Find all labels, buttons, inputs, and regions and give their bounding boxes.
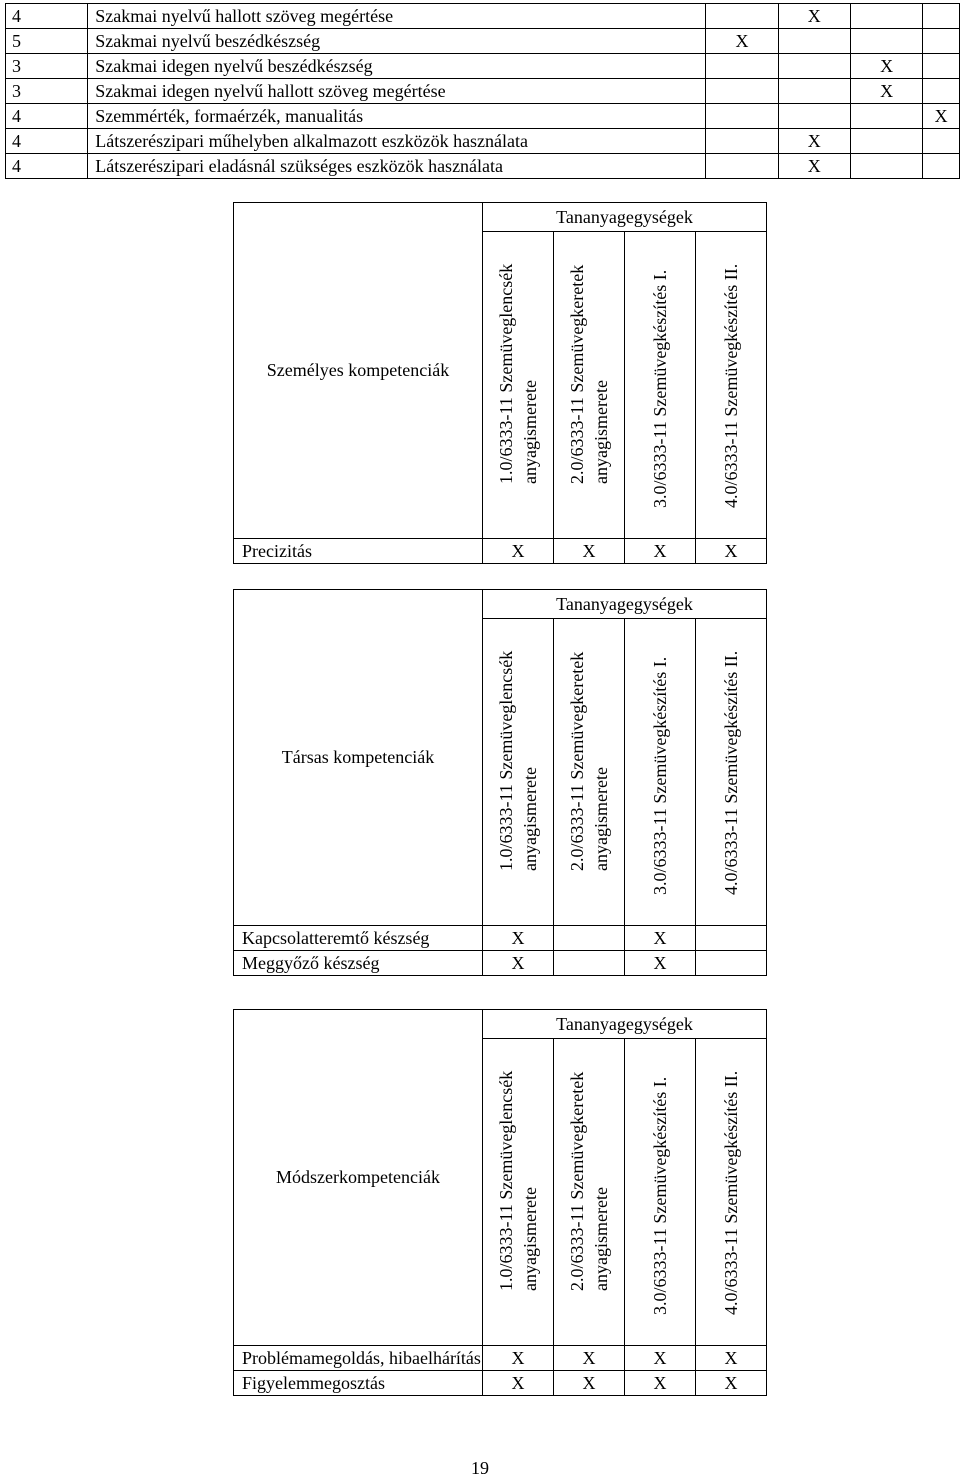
unit-title-continued: anyagismerete: [520, 767, 540, 871]
competence-row: [234, 1371, 767, 1396]
competence-mark: X: [625, 926, 696, 951]
unit-title-continued: anyagismerete: [520, 380, 540, 484]
skills-row: [6, 79, 960, 104]
skill-description: Szakmai idegen nyelvű hallott szöveg megértése: [88, 79, 706, 104]
competence-mark: X: [625, 1371, 696, 1396]
competence-category-label: Módszerkompetenciák: [234, 1010, 483, 1346]
unit-title: 4.0/6333-11 Szemüvegkészítés II.: [721, 1070, 741, 1315]
unit-column-header: [554, 232, 625, 539]
skill-mark: [706, 4, 778, 29]
competence-label: Problémamegoldás, hibaelhárítás: [234, 1346, 483, 1371]
competence-mark: X: [483, 539, 554, 564]
competence-mark: X: [696, 1371, 767, 1396]
social-competences-table: [233, 589, 767, 976]
skill-mark: X: [778, 154, 850, 179]
competence-label: Kapcsolatteremtő készség: [234, 926, 483, 951]
competence-mark: [554, 951, 625, 976]
competence-mark: X: [554, 1346, 625, 1371]
skill-mark: [923, 79, 960, 104]
unit-column-header: [696, 619, 767, 926]
units-header: Tananyagegységek: [483, 203, 767, 232]
skills-table: [5, 3, 960, 179]
unit-title: 4.0/6333-11 Szemüvegkészítés II.: [721, 263, 741, 508]
unit-title-continued: anyagismerete: [591, 767, 611, 871]
skill-mark: X: [850, 79, 922, 104]
skill-mark: [923, 4, 960, 29]
competence-mark: X: [625, 951, 696, 976]
competence-row: [234, 926, 767, 951]
method-competences-table: [233, 1009, 767, 1396]
skill-mark: [923, 54, 960, 79]
skill-mark: [850, 154, 922, 179]
skills-row: [6, 154, 960, 179]
competence-mark: X: [483, 926, 554, 951]
competence-mark: [696, 951, 767, 976]
unit-column-header: [554, 1039, 625, 1346]
skill-mark: X: [778, 4, 850, 29]
skill-mark: [778, 104, 850, 129]
unit-title: 2.0/6333-11 Szemüvegkeretek: [567, 264, 587, 484]
unit-column-header: [696, 1039, 767, 1346]
unit-column-header: [483, 1039, 554, 1346]
skill-mark: [923, 29, 960, 54]
skill-description: Látszerészipari eladásnál szükséges eszközök használata: [88, 154, 706, 179]
skill-mark: [850, 129, 922, 154]
skill-mark: [923, 154, 960, 179]
competence-mark: X: [625, 539, 696, 564]
page-number: 19: [471, 1458, 489, 1478]
unit-column-header: [696, 232, 767, 539]
unit-column-header: [625, 232, 696, 539]
competence-mark: [696, 926, 767, 951]
competence-mark: X: [483, 951, 554, 976]
competence-mark: X: [483, 1346, 554, 1371]
unit-title-continued: anyagismerete: [591, 380, 611, 484]
personal-competences-table: [233, 202, 767, 564]
competence-category-label: Személyes kompetenciák: [234, 203, 483, 539]
unit-column-header: [625, 1039, 696, 1346]
skill-mark: [778, 29, 850, 54]
unit-column-header: [483, 619, 554, 926]
skills-row: [6, 29, 960, 54]
unit-column-header: [483, 232, 554, 539]
competence-row: [234, 1346, 767, 1371]
skill-level: 5: [6, 29, 88, 54]
unit-title: 2.0/6333-11 Szemüvegkeretek: [567, 1071, 587, 1291]
skill-level: 4: [6, 154, 88, 179]
competence-mark: X: [554, 1371, 625, 1396]
skill-mark: [778, 79, 850, 104]
competence-row: [234, 951, 767, 976]
skill-level: 4: [6, 4, 88, 29]
competence-label: Precizitás: [234, 539, 483, 564]
skill-description: Szakmai nyelvű beszédkészség: [88, 29, 706, 54]
competence-label: Figyelemmegosztás: [234, 1371, 483, 1396]
unit-title: 4.0/6333-11 Szemüvegkészítés II.: [721, 650, 741, 895]
units-header: Tananyagegységek: [483, 1010, 767, 1039]
skill-mark: X: [850, 54, 922, 79]
skill-description: Látszerészipari műhelyben alkalmazott eszközök használata: [88, 129, 706, 154]
competence-mark: X: [696, 1346, 767, 1371]
competence-mark: X: [696, 539, 767, 564]
skills-row: [6, 54, 960, 79]
skill-description: Szakmai nyelvű hallott szöveg megértése: [88, 4, 706, 29]
skills-row: [6, 129, 960, 154]
competence-category-label: Társas kompetenciák: [234, 590, 483, 926]
skill-mark: [850, 29, 922, 54]
skill-mark: [706, 79, 778, 104]
competence-label: Meggyőző készség: [234, 951, 483, 976]
competence-mark: X: [483, 1371, 554, 1396]
unit-title: 3.0/6333-11 Szemüvegkészítés I.: [650, 656, 670, 895]
skill-mark: [923, 129, 960, 154]
skill-mark: [706, 54, 778, 79]
skill-level: 4: [6, 129, 88, 154]
skill-level: 4: [6, 104, 88, 129]
unit-column-header: [625, 619, 696, 926]
skill-mark: [706, 104, 778, 129]
unit-title: 1.0/6333-11 Szemüveglencsék: [496, 1070, 516, 1291]
skill-mark: [706, 129, 778, 154]
skill-level: 3: [6, 79, 88, 104]
skills-row: [6, 4, 960, 29]
unit-title: 3.0/6333-11 Szemüvegkészítés I.: [650, 1076, 670, 1315]
unit-title-continued: anyagismerete: [520, 1187, 540, 1291]
competence-mark: [554, 926, 625, 951]
skill-mark: X: [778, 129, 850, 154]
skill-mark: X: [706, 29, 778, 54]
unit-title: 1.0/6333-11 Szemüveglencsék: [496, 263, 516, 484]
skill-description: Szemmérték, formaérzék, manualitás: [88, 104, 706, 129]
skill-description: Szakmai idegen nyelvű beszédkészség: [88, 54, 706, 79]
competence-mark: X: [625, 1346, 696, 1371]
skills-row: [6, 104, 960, 129]
skill-mark: [778, 54, 850, 79]
unit-title: 1.0/6333-11 Szemüveglencsék: [496, 650, 516, 871]
skill-mark: X: [923, 104, 960, 129]
unit-title: 2.0/6333-11 Szemüvegkeretek: [567, 651, 587, 871]
skill-mark: [850, 4, 922, 29]
skill-mark: [706, 154, 778, 179]
unit-title-continued: anyagismerete: [591, 1187, 611, 1291]
competence-mark: X: [554, 539, 625, 564]
unit-column-header: [554, 619, 625, 926]
skill-mark: [850, 104, 922, 129]
units-header: Tananyagegységek: [483, 590, 767, 619]
unit-title: 3.0/6333-11 Szemüvegkészítés I.: [650, 269, 670, 508]
skill-level: 3: [6, 54, 88, 79]
competence-row: [234, 539, 767, 564]
